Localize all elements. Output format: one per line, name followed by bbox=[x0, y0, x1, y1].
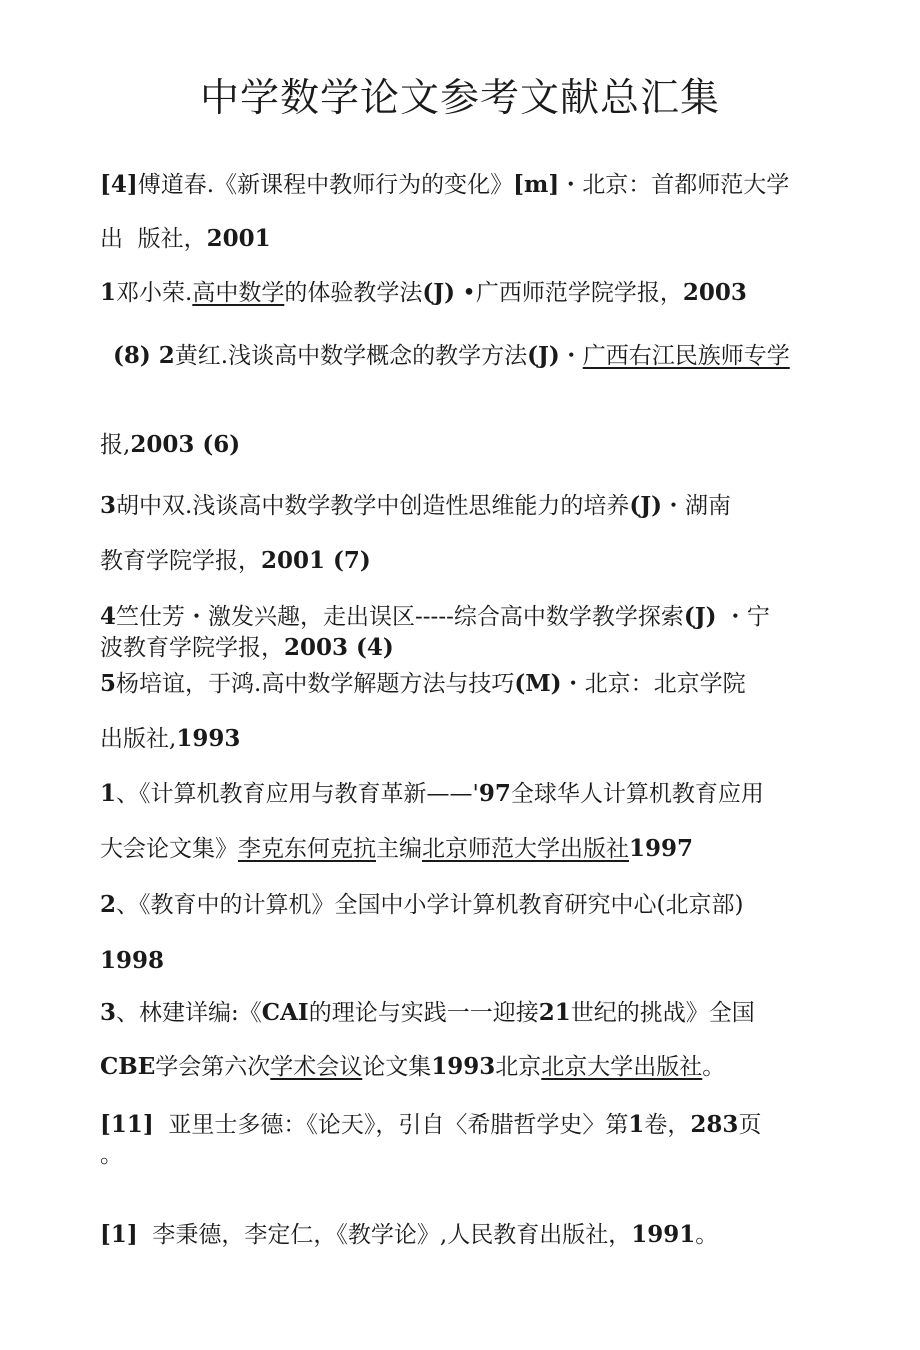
ref-text: 的理论与实践一一迎接 bbox=[308, 1000, 539, 1026]
ref-text: 傅道春.《新课程中教师行为的变化》 bbox=[137, 172, 514, 198]
ref-year: 1997 bbox=[629, 835, 694, 862]
ref-number: 1 bbox=[100, 279, 117, 306]
reference-line bbox=[100, 278, 747, 308]
ref-number: 5 bbox=[100, 670, 117, 697]
ref-number: [1] bbox=[100, 1221, 138, 1248]
reference-line bbox=[100, 779, 764, 809]
ref-type: (J) bbox=[683, 603, 717, 630]
ref-text: 大会论文集》 bbox=[100, 836, 238, 862]
ref-text: 卷， bbox=[644, 1112, 691, 1138]
ref-year: 2003 (4) bbox=[284, 634, 394, 661]
ref-text: 黄红.浅谈高中数学概念的教学方法 bbox=[174, 343, 528, 369]
reference-line bbox=[113, 341, 790, 371]
ref-text: 邓小荣. bbox=[116, 280, 193, 306]
ref-text: ・北京：首都师范大学 bbox=[559, 172, 790, 198]
ref-text: ・湖南 bbox=[661, 493, 731, 519]
ref-link[interactable]: 高中数学 bbox=[192, 280, 285, 306]
ref-type: [m] bbox=[513, 171, 560, 198]
ref-link[interactable]: 北京大学出版社 bbox=[541, 1054, 703, 1080]
ref-text: 、林建详编:《 bbox=[116, 1000, 262, 1026]
ref-link[interactable]: 李克东何克抗 bbox=[238, 836, 376, 862]
reference-line bbox=[100, 224, 271, 254]
ref-text: 。 bbox=[702, 1054, 726, 1080]
ref-text-bold: CAI bbox=[261, 999, 309, 1026]
ref-text: ・北京：北京学院 bbox=[561, 671, 746, 697]
reference-line bbox=[100, 890, 743, 920]
reference-line bbox=[100, 946, 164, 976]
ref-number: 3 bbox=[100, 999, 117, 1026]
ref-text: 胡中双.浅谈高中数学教学中创造性思维能力的培养 bbox=[116, 493, 630, 519]
ref-text: 出版社, bbox=[100, 726, 177, 752]
ref-text: 学会第六次 bbox=[155, 1054, 271, 1080]
ref-link[interactable]: 广西右江民族师专学 bbox=[582, 343, 790, 369]
ref-year: 97 bbox=[478, 780, 511, 807]
ref-year: 1991 bbox=[631, 1221, 696, 1248]
ref-year: 2001 (7) bbox=[261, 547, 371, 574]
reference-line bbox=[100, 170, 789, 200]
reference-line bbox=[100, 546, 371, 576]
ref-text: 波教育学院学报， bbox=[100, 635, 284, 661]
ref-year: 1998 bbox=[100, 947, 165, 974]
ref-text: 论文集 bbox=[362, 1054, 432, 1080]
ref-year: 2003 (6) bbox=[130, 431, 241, 458]
reference-line bbox=[100, 1220, 718, 1250]
ref-text: 页 bbox=[738, 1112, 762, 1138]
ref-text: 亚里士多德：《论天》，引自〈希腊哲学史〉第 bbox=[153, 1112, 629, 1138]
ref-text: 全球华人计算机教育应用 bbox=[510, 781, 764, 807]
ref-link[interactable]: 学术会议 bbox=[270, 1054, 363, 1080]
ref-text: 。 bbox=[695, 1222, 719, 1248]
ref-text: •广西师范学院学报， bbox=[454, 280, 683, 306]
ref-year: 1993 bbox=[431, 1053, 496, 1080]
reference-line bbox=[100, 834, 693, 864]
reference-line bbox=[100, 1140, 123, 1170]
ref-text: 北京 bbox=[495, 1054, 542, 1080]
ref-number: (8) 2 bbox=[113, 342, 175, 369]
ref-number: 3 bbox=[100, 492, 117, 519]
ref-text: ・宁 bbox=[716, 604, 770, 630]
ref-text: 李秉德，李定仁，《教学论》,人民教育出版社， bbox=[137, 1222, 632, 1248]
ref-year: 2003 bbox=[682, 279, 747, 306]
reference-line bbox=[100, 1110, 761, 1140]
ref-type: (J) bbox=[629, 492, 662, 519]
ref-year: 1993 bbox=[176, 725, 241, 752]
reference-line bbox=[100, 724, 240, 754]
ref-link[interactable]: 北京师范大学出版社 bbox=[422, 836, 629, 862]
ref-text: ・ bbox=[559, 343, 583, 369]
reference-line bbox=[100, 602, 770, 632]
ref-number: 2 bbox=[100, 891, 117, 918]
ref-text: 杨培谊，于鸿.高中数学解题方法与技巧 bbox=[116, 671, 515, 697]
ref-type: (J) bbox=[422, 279, 455, 306]
ref-text: 报, bbox=[100, 432, 131, 458]
ref-text: 。 bbox=[100, 1142, 123, 1168]
ref-text-bold: 1 bbox=[628, 1111, 645, 1138]
document-title: 中学数学论文参考文献总汇集 bbox=[199, 76, 720, 121]
ref-number: 4 bbox=[100, 603, 117, 630]
ref-number: [11] bbox=[100, 1111, 154, 1138]
reference-line bbox=[100, 1052, 725, 1082]
ref-number: 1 bbox=[100, 780, 117, 807]
reference-line bbox=[100, 669, 746, 699]
ref-text: 主编 bbox=[376, 836, 422, 862]
ref-text: 世纪的挑战》全国 bbox=[570, 1000, 755, 1026]
ref-text: 、《计算机教育应用与教育革新——' bbox=[116, 781, 479, 807]
ref-year: 2001 bbox=[206, 225, 271, 252]
ref-text: 竺仕芳・激发兴趣，走出误区-----综合高中数学教学探索 bbox=[116, 604, 684, 630]
ref-text: 出 版社， bbox=[100, 226, 207, 252]
ref-type: (J) bbox=[527, 342, 560, 369]
ref-number: [4] bbox=[100, 171, 138, 198]
reference-line bbox=[100, 998, 755, 1028]
ref-text-bold: CBE bbox=[100, 1053, 156, 1080]
ref-text: 教育学院学报， bbox=[100, 548, 261, 574]
ref-text-bold: 21 bbox=[538, 999, 571, 1026]
reference-line bbox=[100, 633, 394, 663]
reference-line bbox=[100, 430, 240, 460]
ref-text: 的体验教学法 bbox=[284, 280, 423, 306]
ref-type: (M) bbox=[514, 670, 562, 697]
reference-line bbox=[100, 491, 731, 521]
ref-text: 、《教育中的计算机》全国中小学计算机教育研究中心(北京部) bbox=[116, 892, 744, 918]
ref-text-bold: 283 bbox=[690, 1111, 739, 1138]
